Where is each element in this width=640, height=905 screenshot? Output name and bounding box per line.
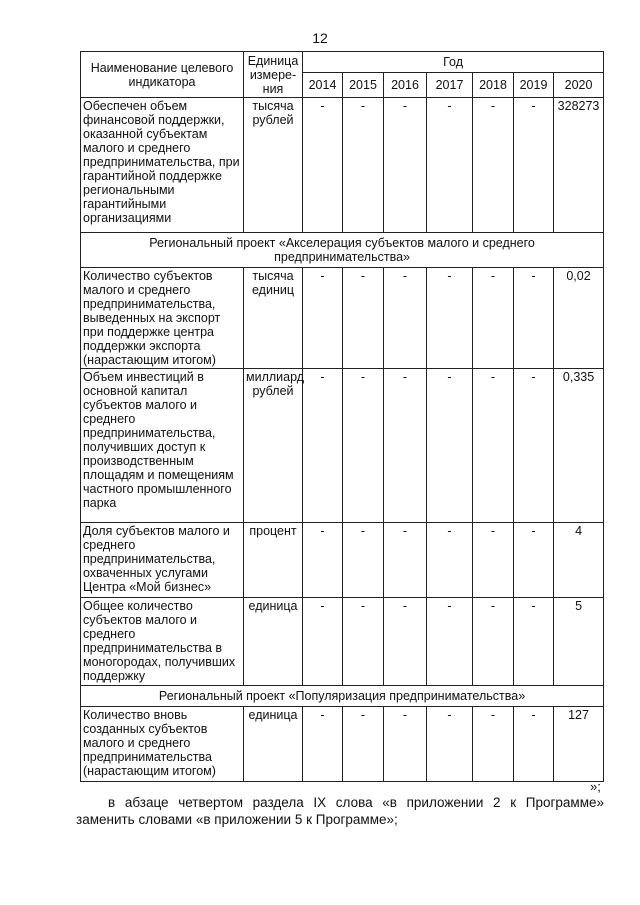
indicator-name: Количество вновь созданных субъектов малого и среднего предпринимательства (нарастающим итогом) <box>81 707 244 782</box>
indicator-unit: единица <box>244 707 303 782</box>
value-cell: - <box>514 369 554 523</box>
value-cell: - <box>473 369 514 523</box>
value-cell: - <box>427 523 473 598</box>
value-cell: - <box>473 598 514 686</box>
header-year: 2020 <box>554 73 604 98</box>
page-number: 12 <box>312 30 328 46</box>
table-row <box>81 523 604 598</box>
table-row <box>81 268 604 369</box>
header-year: 2017 <box>427 73 473 98</box>
value-cell-2020: 0,02 <box>554 268 604 369</box>
value-cell: - <box>514 707 554 782</box>
value-cell: - <box>343 98 384 233</box>
value-cell: - <box>514 523 554 598</box>
table-header-row <box>81 52 604 73</box>
value-cell: - <box>473 707 514 782</box>
section-title: Региональный проект «Акселерация субъектов малого и среднего предпринимательства» <box>81 233 604 268</box>
value-cell-2020: 328273 <box>554 98 604 233</box>
section-row <box>81 233 604 268</box>
value-cell: - <box>384 98 427 233</box>
value-cell: - <box>343 523 384 598</box>
indicator-name: Общее количество субъектов малого и среднего предпринимательства в моногородах, получивших поддержку <box>81 598 244 686</box>
indicator-unit: единица <box>244 598 303 686</box>
indicator-table <box>80 51 604 782</box>
value-cell: - <box>343 369 384 523</box>
amendment-paragraph: в абзаце четвертом раздела IX слова «в приложении 2 к Программе» заменить словами «в приложении 5 к Программе»; <box>76 795 604 827</box>
value-cell: - <box>514 598 554 686</box>
value-cell: - <box>303 98 343 233</box>
value-cell: - <box>384 707 427 782</box>
table-row <box>81 98 604 233</box>
indicator-unit: процент <box>244 523 303 598</box>
value-cell: - <box>384 523 427 598</box>
header-unit-column: Единица измере-ния <box>244 52 303 98</box>
value-cell: - <box>303 369 343 523</box>
header-year: 2019 <box>514 73 554 98</box>
value-cell: - <box>343 707 384 782</box>
value-cell: - <box>473 98 514 233</box>
header-year: 2014 <box>303 73 343 98</box>
indicator-name: Обеспечен объем финансовой поддержки, оказанной субъектам малого и среднего предпринимательства, при гарантийной поддержке региональными гарантийными организациями <box>81 98 244 233</box>
value-cell: - <box>303 598 343 686</box>
value-cell: - <box>427 268 473 369</box>
header-year: 2016 <box>384 73 427 98</box>
indicator-unit: тысяча единиц <box>244 268 303 369</box>
indicator-unit: миллиард рублей <box>244 369 303 523</box>
value-cell: - <box>473 268 514 369</box>
indicator-name: Количество субъектов малого и среднего предпринимательства, выведенных на экспорт при поддержке центра поддержки экспорта (нарастающим итогом) <box>81 268 244 369</box>
value-cell: - <box>384 268 427 369</box>
indicator-unit: тысяча рублей <box>244 98 303 233</box>
indicator-name: Объем инвестиций в основной капитал субъектов малого и среднего предпринимательства, получивших доступ к производственным площадям и помещениям частного промышленного парка <box>81 369 244 523</box>
closing-quote-mark: »; <box>590 779 601 794</box>
indicator-name: Доля субъектов малого и среднего предпринимательства, охваченных услугами Центра «Мой бизнес» <box>81 523 244 598</box>
header-name-column: Наименование целевого индикатора <box>81 52 244 98</box>
value-cell: - <box>343 268 384 369</box>
value-cell: - <box>514 98 554 233</box>
header-year-group: Год <box>303 52 604 73</box>
value-cell: - <box>384 598 427 686</box>
value-cell: - <box>303 268 343 369</box>
value-cell: - <box>303 707 343 782</box>
header-year: 2015 <box>343 73 384 98</box>
value-cell: - <box>427 369 473 523</box>
value-cell: - <box>514 268 554 369</box>
value-cell-2020: 127 <box>554 707 604 782</box>
value-cell: - <box>473 523 514 598</box>
value-cell: - <box>427 98 473 233</box>
header-year: 2018 <box>473 73 514 98</box>
value-cell-2020: 4 <box>554 523 604 598</box>
table-row <box>81 369 604 523</box>
table-row <box>81 598 604 686</box>
value-cell: - <box>303 523 343 598</box>
section-title: Региональный проект «Популяризация предпринимательства» <box>81 686 604 707</box>
value-cell: - <box>427 598 473 686</box>
value-cell-2020: 5 <box>554 598 604 686</box>
table-row <box>81 707 604 782</box>
value-cell-2020: 0,335 <box>554 369 604 523</box>
value-cell: - <box>384 369 427 523</box>
value-cell: - <box>427 707 473 782</box>
value-cell: - <box>343 598 384 686</box>
section-row <box>81 686 604 707</box>
